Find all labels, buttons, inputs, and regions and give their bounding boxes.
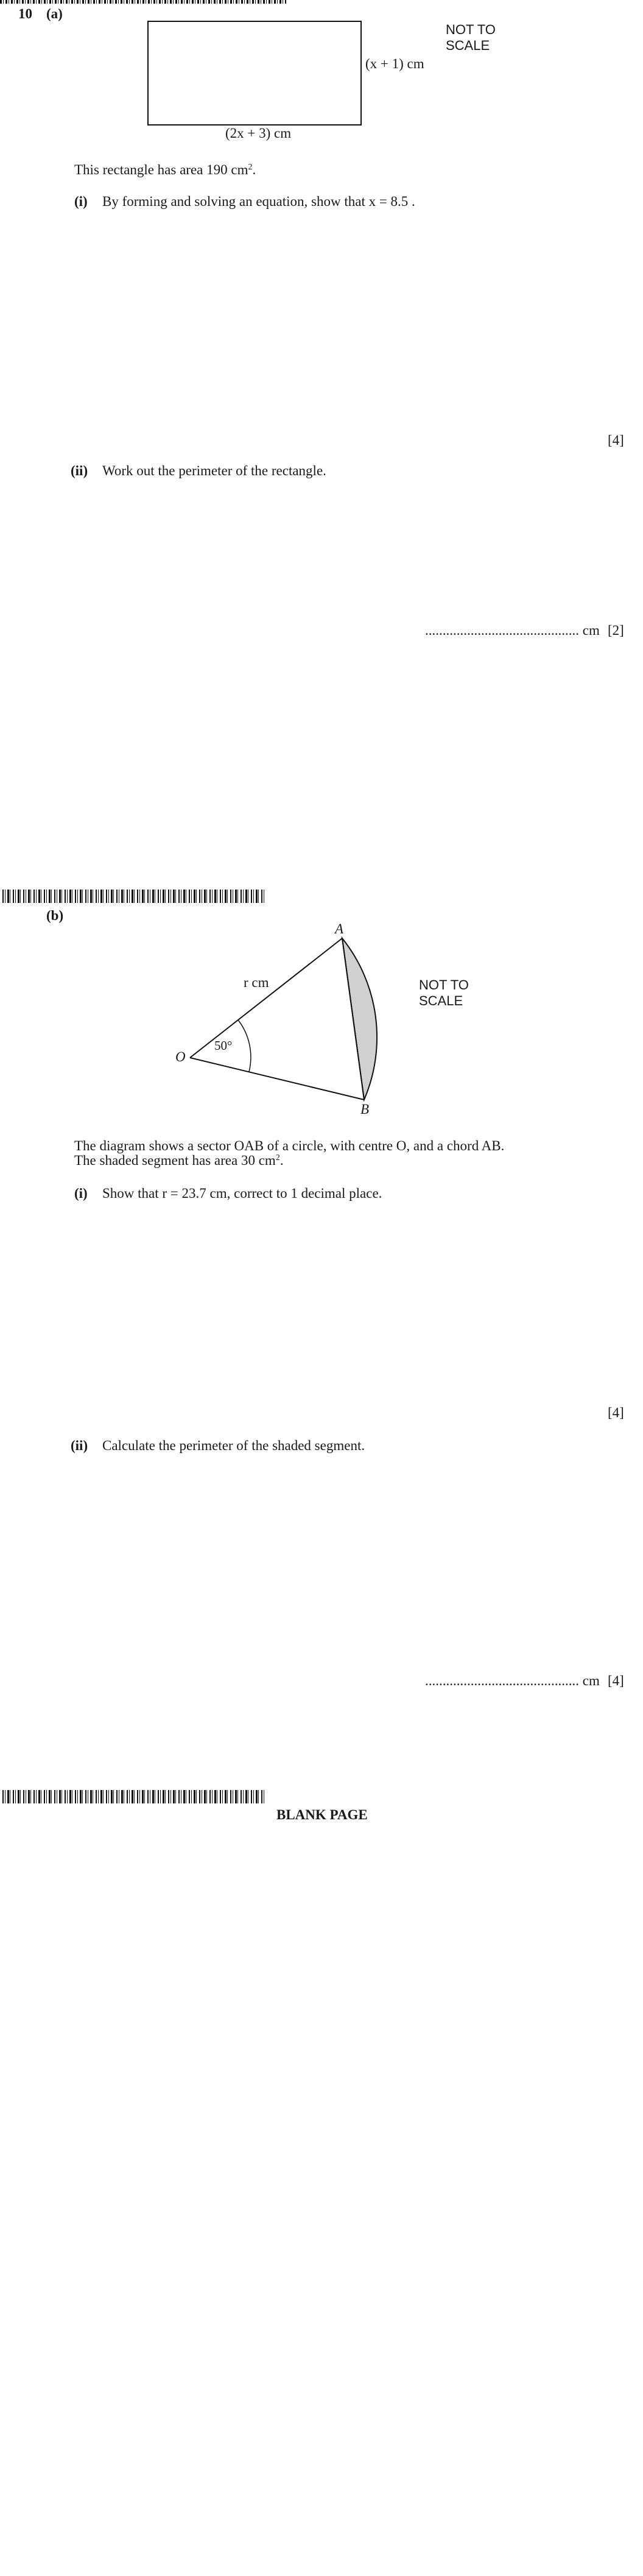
marks-i: [4] [608,433,624,448]
part-b-i-text: Show that r = 23.7 cm, correct to 1 decimal place. [102,1186,382,1201]
part-i-label: (i) [74,194,88,209]
blank-page-title: BLANK PAGE [276,1807,368,1822]
answer-line-ii[interactable]: ............................................ cm [425,623,600,638]
desc-sup: 2 [275,1153,280,1162]
angle-label: 50° [214,1038,233,1053]
page3-barcode [2,1790,264,1803]
area-text: This rectangle has area 190 cm [74,162,248,177]
part-b-ii-label: (ii) [71,1438,88,1453]
part-ii-text: Work out the perimeter of the rectangle. [102,463,326,478]
radius-OA [190,938,342,1058]
marks-b-ii: [4] [608,1673,624,1688]
not-to-scale-2a: NOT TO [419,977,469,993]
marks-b-i: [4] [608,1405,624,1420]
label-A: A [335,921,344,936]
marks-ii: [2] [608,623,624,638]
label-O: O [175,1049,186,1064]
area-end: . [252,162,256,177]
radius-OB [190,1058,364,1100]
answer-line-b-ii[interactable]: ............................................ cm [425,1673,600,1688]
description-line-2 [74,1153,284,1169]
desc-end: . [279,1153,284,1168]
label-B: B [360,1102,370,1117]
rect-width-label: (2x + 3) cm [225,126,292,141]
shaded-segment [342,938,377,1100]
part-i-text: By forming and solving an equation, show that x = 8.5 . [102,194,415,209]
question-number: 10 [18,6,32,21]
part-b-label: (b) [46,908,64,923]
part-b-i-label: (i) [74,1186,88,1201]
area-sup: 2 [248,163,253,172]
part-a-label: (a) [46,6,63,21]
part-b-ii-text: Calculate the perimeter of the shaded segment. [102,1438,365,1453]
label-r: r cm [244,975,269,990]
description-line-1: The diagram shows a sector OAB of a circle, with centre O, and a chord AB. [74,1138,505,1153]
desc-text: The shaded segment has area 30 cm [74,1153,276,1168]
rect-height-label: (x + 1) cm [365,56,424,71]
not-to-scale-1a: NOT TO [446,22,496,37]
not-to-scale-1b: SCALE [446,38,490,53]
sector-diagram [0,0,643,1158]
angle-arc [238,1020,251,1072]
not-to-scale-2b: SCALE [419,993,463,1008]
part-ii-label: (ii) [71,463,88,478]
